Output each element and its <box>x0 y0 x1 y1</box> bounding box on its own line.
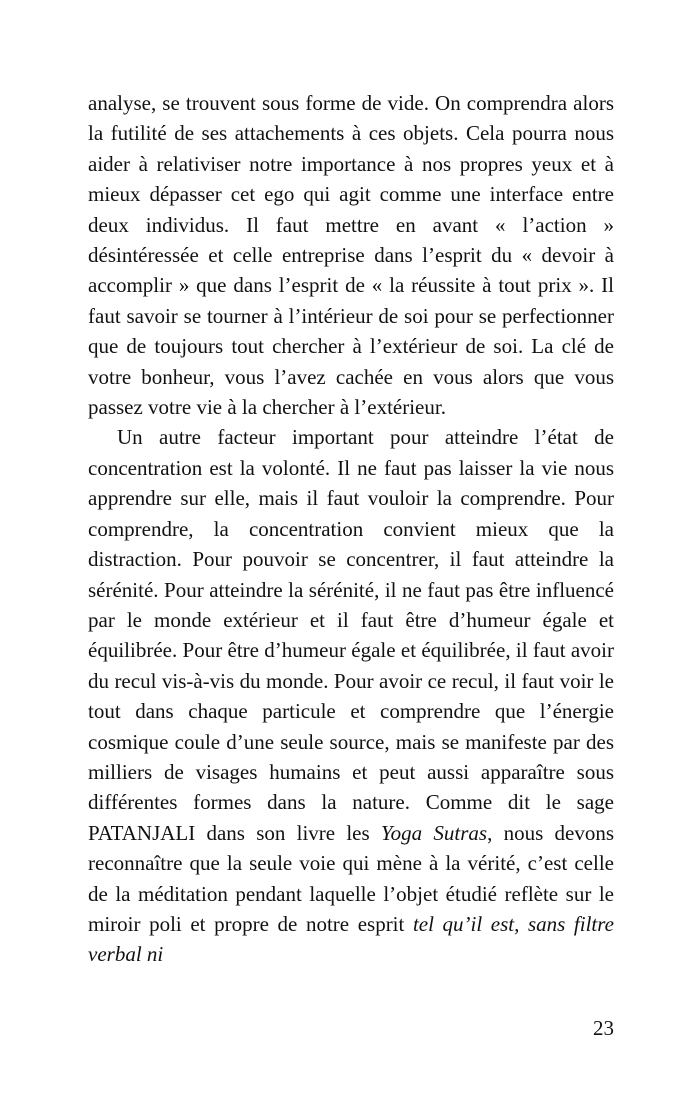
paragraph-1 <box>88 88 614 422</box>
page-number: 23 <box>593 1016 614 1040</box>
book-title-yoga-sutras: Yoga Sutras <box>380 820 488 845</box>
paragraph-2-text-b: , nous devons reconnaître que la seule voie qui mène à la vérité, c’est celle de la méditation pendant laquelle l’objet étudié reflète sur le miroir poli et propre de notre esprit <box>88 820 615 936</box>
paragraph-1-text: analyse, se trouvent sous forme de vide. On comprendra alors la futilité de ses attachements à ces objets. Cela pourra nous aider à relativiser notre importance à nos propres yeux et à mieux dépasser cet ego qui agit comme une interface entre deux individus. Il faut mettre en avant « l’action » désintéressée et celle entreprise dans l’esprit du « devoir à accomplir » que dans l’esprit de « la réussite à tout prix ». Il faut savoir se tourner à l’intérieur de soi pour se perfectionner que de toujours tout chercher à l’extérieur de soi. La clé de votre bonheur, vous l’avez cachée en vous alors que vous passez votre vie à la chercher à l’extérieur. <box>88 91 614 420</box>
paragraph-2-italic-quote: tel qu’il est, sans filtre verbal ni <box>88 911 614 967</box>
paragraph-2-text-a: Un autre facteur important pour atteindre l’état de concentration est la volonté. Il ne faut pas laisser la vie nous apprendre sur elle, mais il faut vouloir la comprendre. Pour comprendre, la concentration convient mieux que la distraction. Pour pouvoir se concentrer, il faut atteindre la sérénité. Pour atteindre la sérénité, il ne faut pas être influencé par le monde extérieur et il faut être d’humeur égale et équilibrée. Pour être d’humeur égale et équilibrée, il faut avoir du recul vis-à-vis du monde. Pour avoir ce recul, il faut voir le tout dans chaque particule et comprendre que l’énergie cosmique coule d’une seule source, mais se manifeste par des milliers de visages humains et peut aussi apparaître sous différentes formes dans la nature. Comme dit le sage PATANJALI dans son livre les <box>88 425 614 845</box>
paragraph-2 <box>88 422 614 969</box>
page-body <box>88 88 614 970</box>
